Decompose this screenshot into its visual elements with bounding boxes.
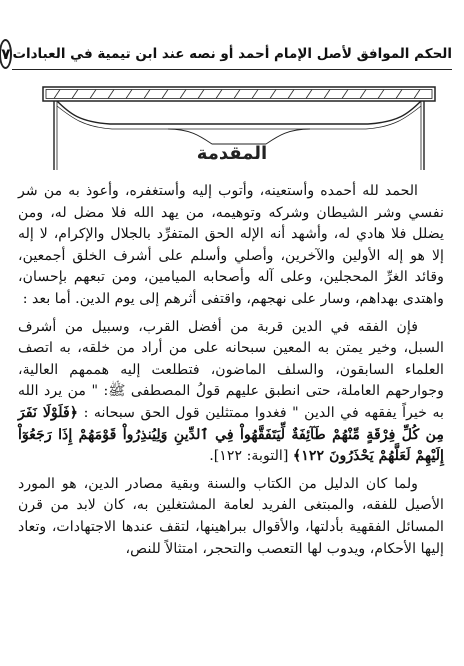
body-text [18, 181, 444, 560]
paragraph: ولما كان الدليل من الكتاب والسنة وبقية مصادر الدين، هو المورد الأصيل للفقه، والمبتغى الفريد لعامة المشتغلين به، كان لابد من قرن المسائل الفقهية بأدلتها، والأقوال ببراهينها، لتقف عندها الاجتهادات، وتعاد إليها الأحكام، ويدوب لها التعصب والتحجر، امتثالاً للنص، [18, 475, 444, 557]
section-title: المقدمة [196, 143, 268, 164]
page-number-badge: ٧ [0, 39, 12, 69]
paragraph-text: فإن الفقه في الدين قربة من أفضل القرب، وسبيل من أشرف السبل، وخير يمتن به المعين سبحانه على من أراد من خلقه، به اتصف العلماء السابقون، والسلف الماضون، فتطلعت إليه هممهم العالية، وجوارحهم العاملة، حتى انطبق عليهم قولُ المصطفى ﷺ: " من يرد الله به خيراً يفقهه في الدين " فغدوا ممتثلين قول الحق سبحانه : [18, 318, 445, 421]
quran-verse: ﴿فَلَوْلَا نَفَرَ مِن كُلِّ فِرْقَةٍ مِّنْهُمْ طَآئِفَةٌ لِّيَتَفَقَّهُواْ فِي ٱلدِّينِ وَلِيُنذِرُواْ قَوْمَهُمْ إِذَا رَجَعُوٓاْ إِلَيْهِمْ لَعَلَّهُمْ يَحْذَرُونَ ١٢٢﴾ [18, 404, 444, 465]
page-header [1, 40, 452, 68]
header-rule [12, 69, 452, 70]
paragraph [18, 317, 444, 468]
running-title: الحكم الموافق لأصل الإمام أحمد أو نصه عند ابن تيمية في العبادات [12, 46, 452, 62]
quran-citation: [التوبة: ١٢٢]. [209, 448, 289, 465]
paragraph: الحمد لله أحمده وأستعينه، وأتوب إليه وأستغفره، وأعوذ به من شر نفسي وشر الشيطان وشركه وتوهيمه، من يهد الله فلا مضل له، ومن يضلل فلا هادي له، وأشهد أنه الإله الحق المتفرِّد بالجلال والإكرام، لا إله إلا هو إله الأولين والآخرين، وأصلي وأسلم على أشرف الخلق أجمعين، وقائد الغرِّ المحجلين، وعلى آله وأصحابه الميامين، ومن تبعهم بإحسان، واهتدى بهداهم، وسار على نهجهم، واقتفى أثرهم إلى يوم الدين. أما بعد : [18, 183, 444, 307]
